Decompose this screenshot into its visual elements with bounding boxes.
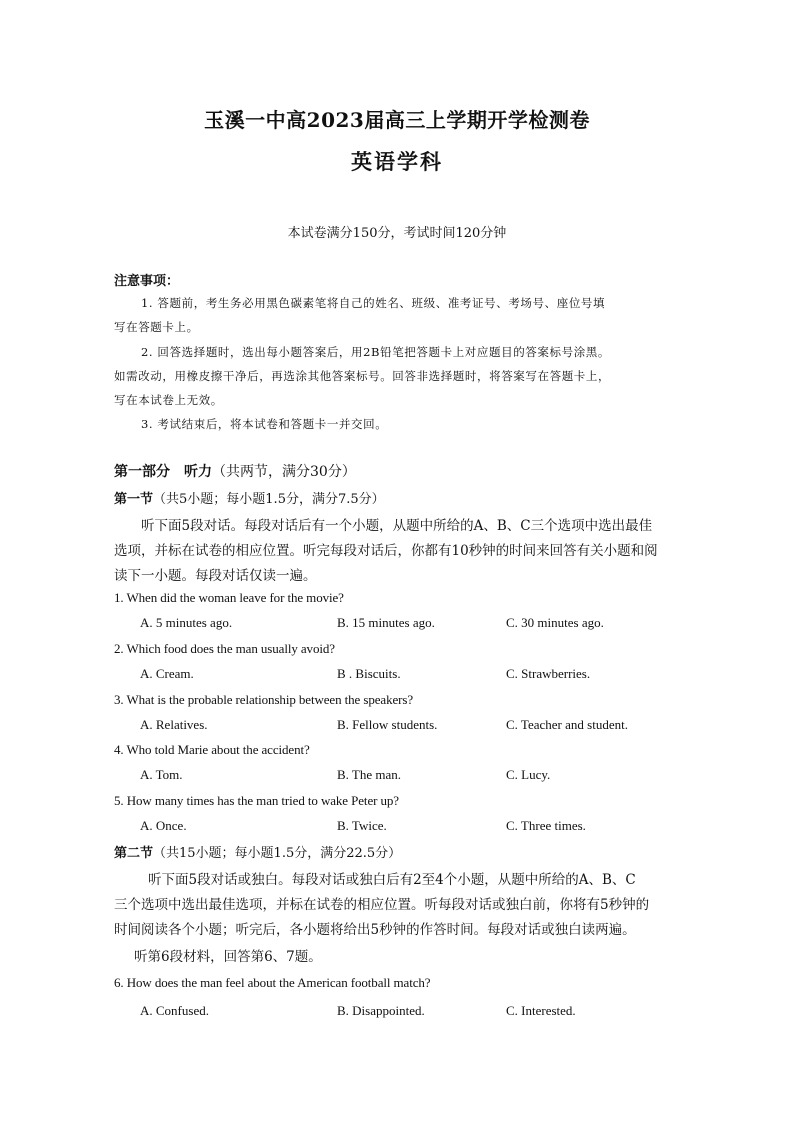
option-c: C. Interested. xyxy=(506,1003,576,1018)
question-6: 6. How does the man feel about the American football match? xyxy=(114,975,431,990)
question-2: 2. Which food does the man usually avoid? xyxy=(114,641,335,656)
part1-heading xyxy=(114,461,356,481)
section1-instructions: 选项，并标在试卷的相应位置。听完每段对话后，你都有10秒钟的时间来回答有关小题和阅 xyxy=(114,543,658,559)
subject-title: 英语学科 xyxy=(351,149,443,174)
part1-heading-label: 第一部分 听力 xyxy=(114,464,212,480)
option-b: B. The man. xyxy=(337,767,402,782)
section1-heading-detail: （共5小题；每小题1.5分，满分7.5分） xyxy=(153,492,385,507)
exam-info: 本试卷满分150分，考试时间120分钟 xyxy=(287,226,507,241)
note-line: 写在本试卷上无效。 xyxy=(114,393,223,407)
option-a: A. 5 minutes ago. xyxy=(140,615,233,630)
question-3: 3. What is the probable relationship between the speakers? xyxy=(114,692,413,707)
question-5: 5. How many times has the man tried to wake Peter up? xyxy=(114,793,399,808)
option-b: B. Disappointed. xyxy=(337,1003,425,1018)
option-c: C. Teacher and student. xyxy=(506,717,628,732)
section2-instructions: 三个选项中选出最佳选项，并标在试卷的相应位置。听每段对话或独白前，你将有5秒钟的 xyxy=(114,897,650,913)
part1-heading-detail: （共两节，满分30分） xyxy=(212,464,356,480)
option-c: C. 30 minutes ago. xyxy=(506,615,604,630)
notes-heading: 注意事项： xyxy=(114,274,180,289)
section2-heading xyxy=(114,842,401,861)
option-c: C. Strawberries. xyxy=(506,666,591,681)
question-4: 4. Who told Marie about the accident? xyxy=(114,742,310,757)
option-c: C. Three times. xyxy=(506,818,586,833)
option-a: A. Confused. xyxy=(140,1003,209,1018)
section1-instructions: 听下面5段对话。每段对话后有一个小题，从题中所给的A、B、C三个选项中选出最佳 xyxy=(141,518,653,534)
option-a: A. Tom. xyxy=(140,767,183,782)
option-b: B. Twice. xyxy=(337,818,387,833)
option-a: A. Cream. xyxy=(140,666,194,681)
note-line: 写在答题卡上。 xyxy=(114,320,199,334)
option-b: B. 15 minutes ago. xyxy=(337,615,435,630)
section2-instructions: 时间阅读各个小题；听完后，各小题将给出5秒钟的作答时间。每段对话或独白读两遍。 xyxy=(114,922,636,938)
section2-instructions: 听下面5段对话或独白。每段对话或独白后有2至4个小题，从题中所给的A、B、C xyxy=(148,872,636,888)
note-line: 2. 回答选择题时，选出每小题答案后，用2B铅笔把答题卡上对应题目的答案标号涂黑。 xyxy=(141,345,610,359)
question-1: 1. When did the woman leave for the movie? xyxy=(114,590,344,605)
note-line: 如需改动，用橡皮擦干净后，再选涂其他答案标号。回答非选择题时，将答案写在答题卡上， xyxy=(114,369,611,383)
section2-heading-label: 第二节 xyxy=(114,846,154,861)
option-b: B. Fellow students. xyxy=(337,717,438,732)
option-a: A. Relatives. xyxy=(140,717,208,732)
option-c: C. Lucy. xyxy=(506,767,551,782)
note-line: 1. 答题前，考生务必用黑色碳素笔将自己的姓名、班级、准考证号、考场号、座位号填 xyxy=(141,296,606,310)
exam-title: 玉溪一中高2023届高三上学期开学检测卷 xyxy=(204,108,590,132)
section1-instructions: 读下一小题。每段对话仅读一遍。 xyxy=(114,568,317,584)
material-label: 听第6段材料，回答第6、7题。 xyxy=(134,949,322,965)
section2-heading-detail: （共15小题；每小题1.5分，满分22.5分） xyxy=(153,846,402,861)
option-b: B . Biscuits. xyxy=(337,666,401,681)
section1-heading-label: 第一节 xyxy=(114,492,154,507)
note-line: 3. 考试结束后，将本试卷和答题卡一并交回。 xyxy=(141,417,388,431)
section1-heading xyxy=(114,488,385,507)
option-a: A. Once. xyxy=(140,818,187,833)
